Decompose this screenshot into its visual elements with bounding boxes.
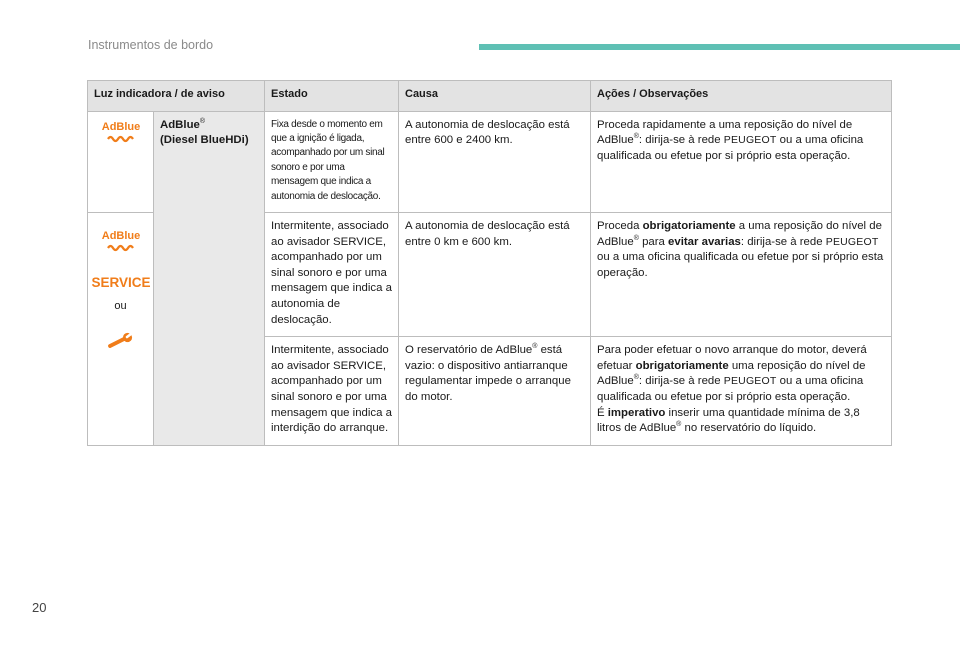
brand-name: PEUGEOT bbox=[723, 134, 777, 147]
state-cell: Fixa desde o momento em que a ignição é ligada, acompanhado por um sinal sonoro e por uma mensagem que indica a autonomia de deslocação. bbox=[265, 111, 399, 212]
indicator-name: AdBlue bbox=[160, 118, 200, 131]
state-cell: Intermitente, associado ao avisador SERVICE, acompanhado por um sinal sonoro e por uma mensagem que indica a interdição do arranque. bbox=[265, 337, 399, 446]
page-number: 20 bbox=[32, 600, 47, 615]
column-header-state: Estado bbox=[265, 81, 399, 112]
adblue-warning-icon bbox=[100, 118, 142, 146]
cause-cell: A autonomia de deslocação está entre 0 km e 600 km. bbox=[399, 213, 591, 337]
brand-name: PEUGEOT bbox=[723, 375, 777, 388]
table-row bbox=[88, 111, 892, 212]
cause-cell: O reservatório de AdBlue® está vazio: o dispositivo antiarranque regulamentar impede o arranque do motor. bbox=[399, 337, 591, 446]
actions-cell: Para poder efetuar o novo arranque do motor, deverá efetuar obrigatoriamente uma reposição do nível de AdBlue®: dirija-se à rede PEUGEOT ou a uma oficina qualificada ou efetue por si próprio esta operação. É imperativo inserir uma quantidade mínima de 3,8 litros de AdBlue® no reservatório do líquido. bbox=[591, 337, 892, 446]
service-warning-icon bbox=[90, 271, 151, 293]
column-header-indicator: Luz indicadora / de aviso bbox=[88, 81, 265, 112]
actions-cell: Proceda rapidamente a uma reposição do nível de AdBlue®: dirija-se à rede PEUGEOT ou a uma oficina qualificada ou efetue por si próprio esta operação. bbox=[591, 111, 892, 212]
section-title: Instrumentos de bordo bbox=[88, 38, 214, 52]
or-separator: ou bbox=[114, 300, 127, 313]
state-cell: Intermitente, associado ao avisador SERVICE, acompanhado por um sinal sonoro e por uma mensagem que indica a autonomia de deslocação. bbox=[265, 213, 399, 337]
column-header-cause: Causa bbox=[399, 81, 591, 112]
adblue-icon-label: AdBlue bbox=[101, 230, 140, 243]
table-header-row bbox=[88, 81, 892, 112]
column-header-actions: Ações / Observações bbox=[591, 81, 892, 112]
adblue-warning-icon bbox=[100, 227, 142, 255]
service-icon-label: SERVICE bbox=[90, 275, 151, 291]
wrench-icon bbox=[106, 331, 136, 351]
registered-mark: ® bbox=[199, 117, 206, 125]
header-accent-bar bbox=[479, 44, 960, 50]
adblue-icon-label: AdBlue bbox=[101, 120, 140, 133]
warning-lights-table bbox=[87, 80, 892, 446]
indicator-icon-cell bbox=[88, 213, 154, 446]
indicator-name-cell bbox=[154, 111, 265, 445]
indicator-variant: (Diesel BlueHDi) bbox=[160, 134, 249, 147]
cause-cell: A autonomia de deslocação está entre 600 e 2400 km. bbox=[399, 111, 591, 212]
brand-name: PEUGEOT bbox=[825, 235, 879, 248]
indicator-icon-cell bbox=[88, 111, 154, 212]
actions-cell: Proceda obrigatoriamente a uma reposição do nível de AdBlue® para evitar avarias: dirija-se à rede PEUGEOT ou a uma oficina qualificada ou efetue por si próprio esta operação. bbox=[591, 213, 892, 337]
